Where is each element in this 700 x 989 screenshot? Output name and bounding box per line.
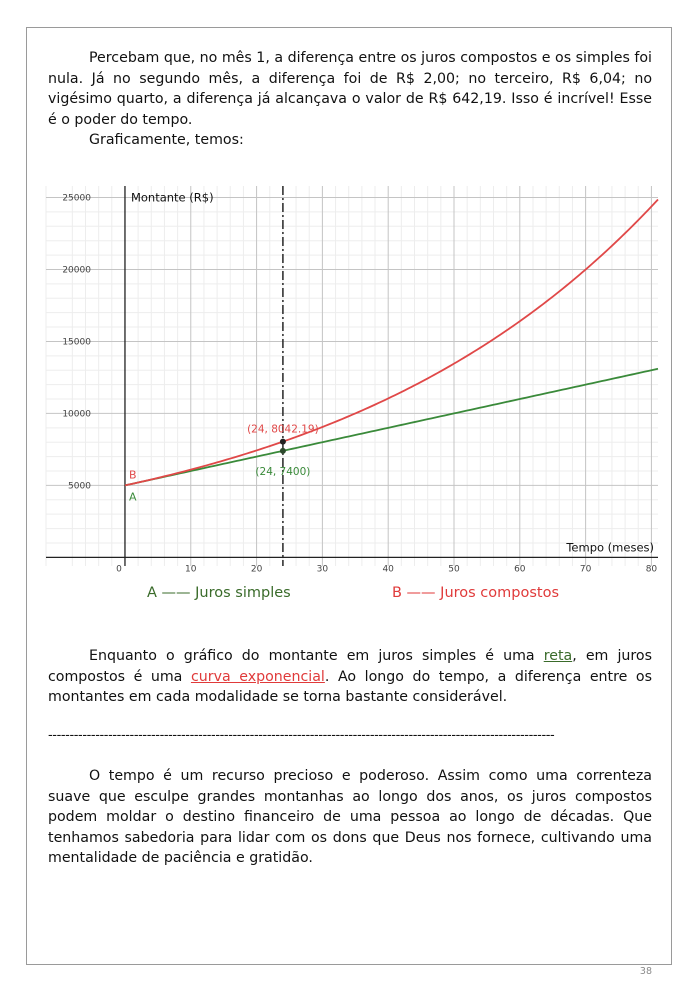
- x-axis-title: Tempo (meses): [566, 540, 654, 555]
- page-number: 38: [639, 966, 652, 977]
- annotation-label-simple: (24, 7400): [255, 465, 311, 478]
- paragraph-intro: Percebam que, no mês 1, a diferença entre os juros compostos e os simples foi nula. Já no segundo mês, a diferença foi de R$ 2,00; no terceiro, R$ 6,04; no vigésimo quarto, a diferença já alcançava o valor de R$ 642,19. Isso é incrível! Esse é o poder do tempo.: [48, 50, 652, 128]
- link-reta[interactable]: reta: [543, 648, 573, 664]
- x-tick-label: 0: [116, 564, 122, 575]
- legend-simple-interest: A —— Juros simples: [147, 585, 291, 601]
- y-tick-label: 25000: [62, 193, 91, 204]
- x-tick-label: 10: [185, 564, 197, 575]
- x-tick-label: 70: [579, 564, 592, 575]
- paragraph-graph-intro: Graficamente, temos:: [89, 132, 244, 148]
- y-tick-label: 10000: [62, 409, 91, 420]
- paragraph-comparison: [48, 646, 652, 708]
- x-tick-label: 30: [316, 564, 329, 575]
- y-tick-label: 5000: [68, 481, 91, 492]
- point-compound-24: [280, 439, 286, 445]
- point-simple-24: [280, 448, 286, 454]
- x-tick-label: 60: [514, 564, 526, 575]
- x-tick-label: 40: [382, 564, 394, 575]
- y-axis-title: Montante (R$): [130, 190, 214, 205]
- x-tick-label: 20: [250, 564, 263, 575]
- interest-chart: [46, 186, 658, 575]
- annotation-label-compound: (24, 8042.19): [247, 423, 319, 436]
- text-segment: , em juros compostos é uma: [48, 648, 652, 685]
- series-label-b: B: [128, 468, 137, 482]
- series-line-simple: [125, 369, 658, 486]
- x-tick-label: 50: [448, 564, 460, 575]
- text-segment: . Ao longo do tempo, a diferença entre os montantes em cada modalidade se torna bastante considerável.: [48, 668, 652, 705]
- series-label-a: A: [128, 490, 137, 504]
- y-tick-label: 15000: [62, 337, 91, 348]
- y-tick-label: 20000: [62, 265, 91, 276]
- legend-compound-interest: B —— Juros compostos: [392, 585, 560, 601]
- paragraph-reflection: O tempo é um recurso precioso e poderoso. Assim como uma correnteza suave que esculpe grandes montanhas ao longo dos anos, os juros compostos podem moldar o destino financeiro de uma pessoa ao longo de décadas. Que tenhamos sabedoria para lidar com os dons que Deus nos fornece, cultivando uma mentalidade de paciência e gratidão.: [48, 768, 652, 866]
- x-tick-label: 80: [645, 564, 658, 575]
- text-segment: Enquanto o gráfico do montante em juros simples é uma: [89, 648, 544, 664]
- link-curva-exponencial[interactable]: curva exponencial: [190, 668, 325, 685]
- divider-line: ----------------------------------------------------------------------------------------------------------------------: [48, 728, 555, 743]
